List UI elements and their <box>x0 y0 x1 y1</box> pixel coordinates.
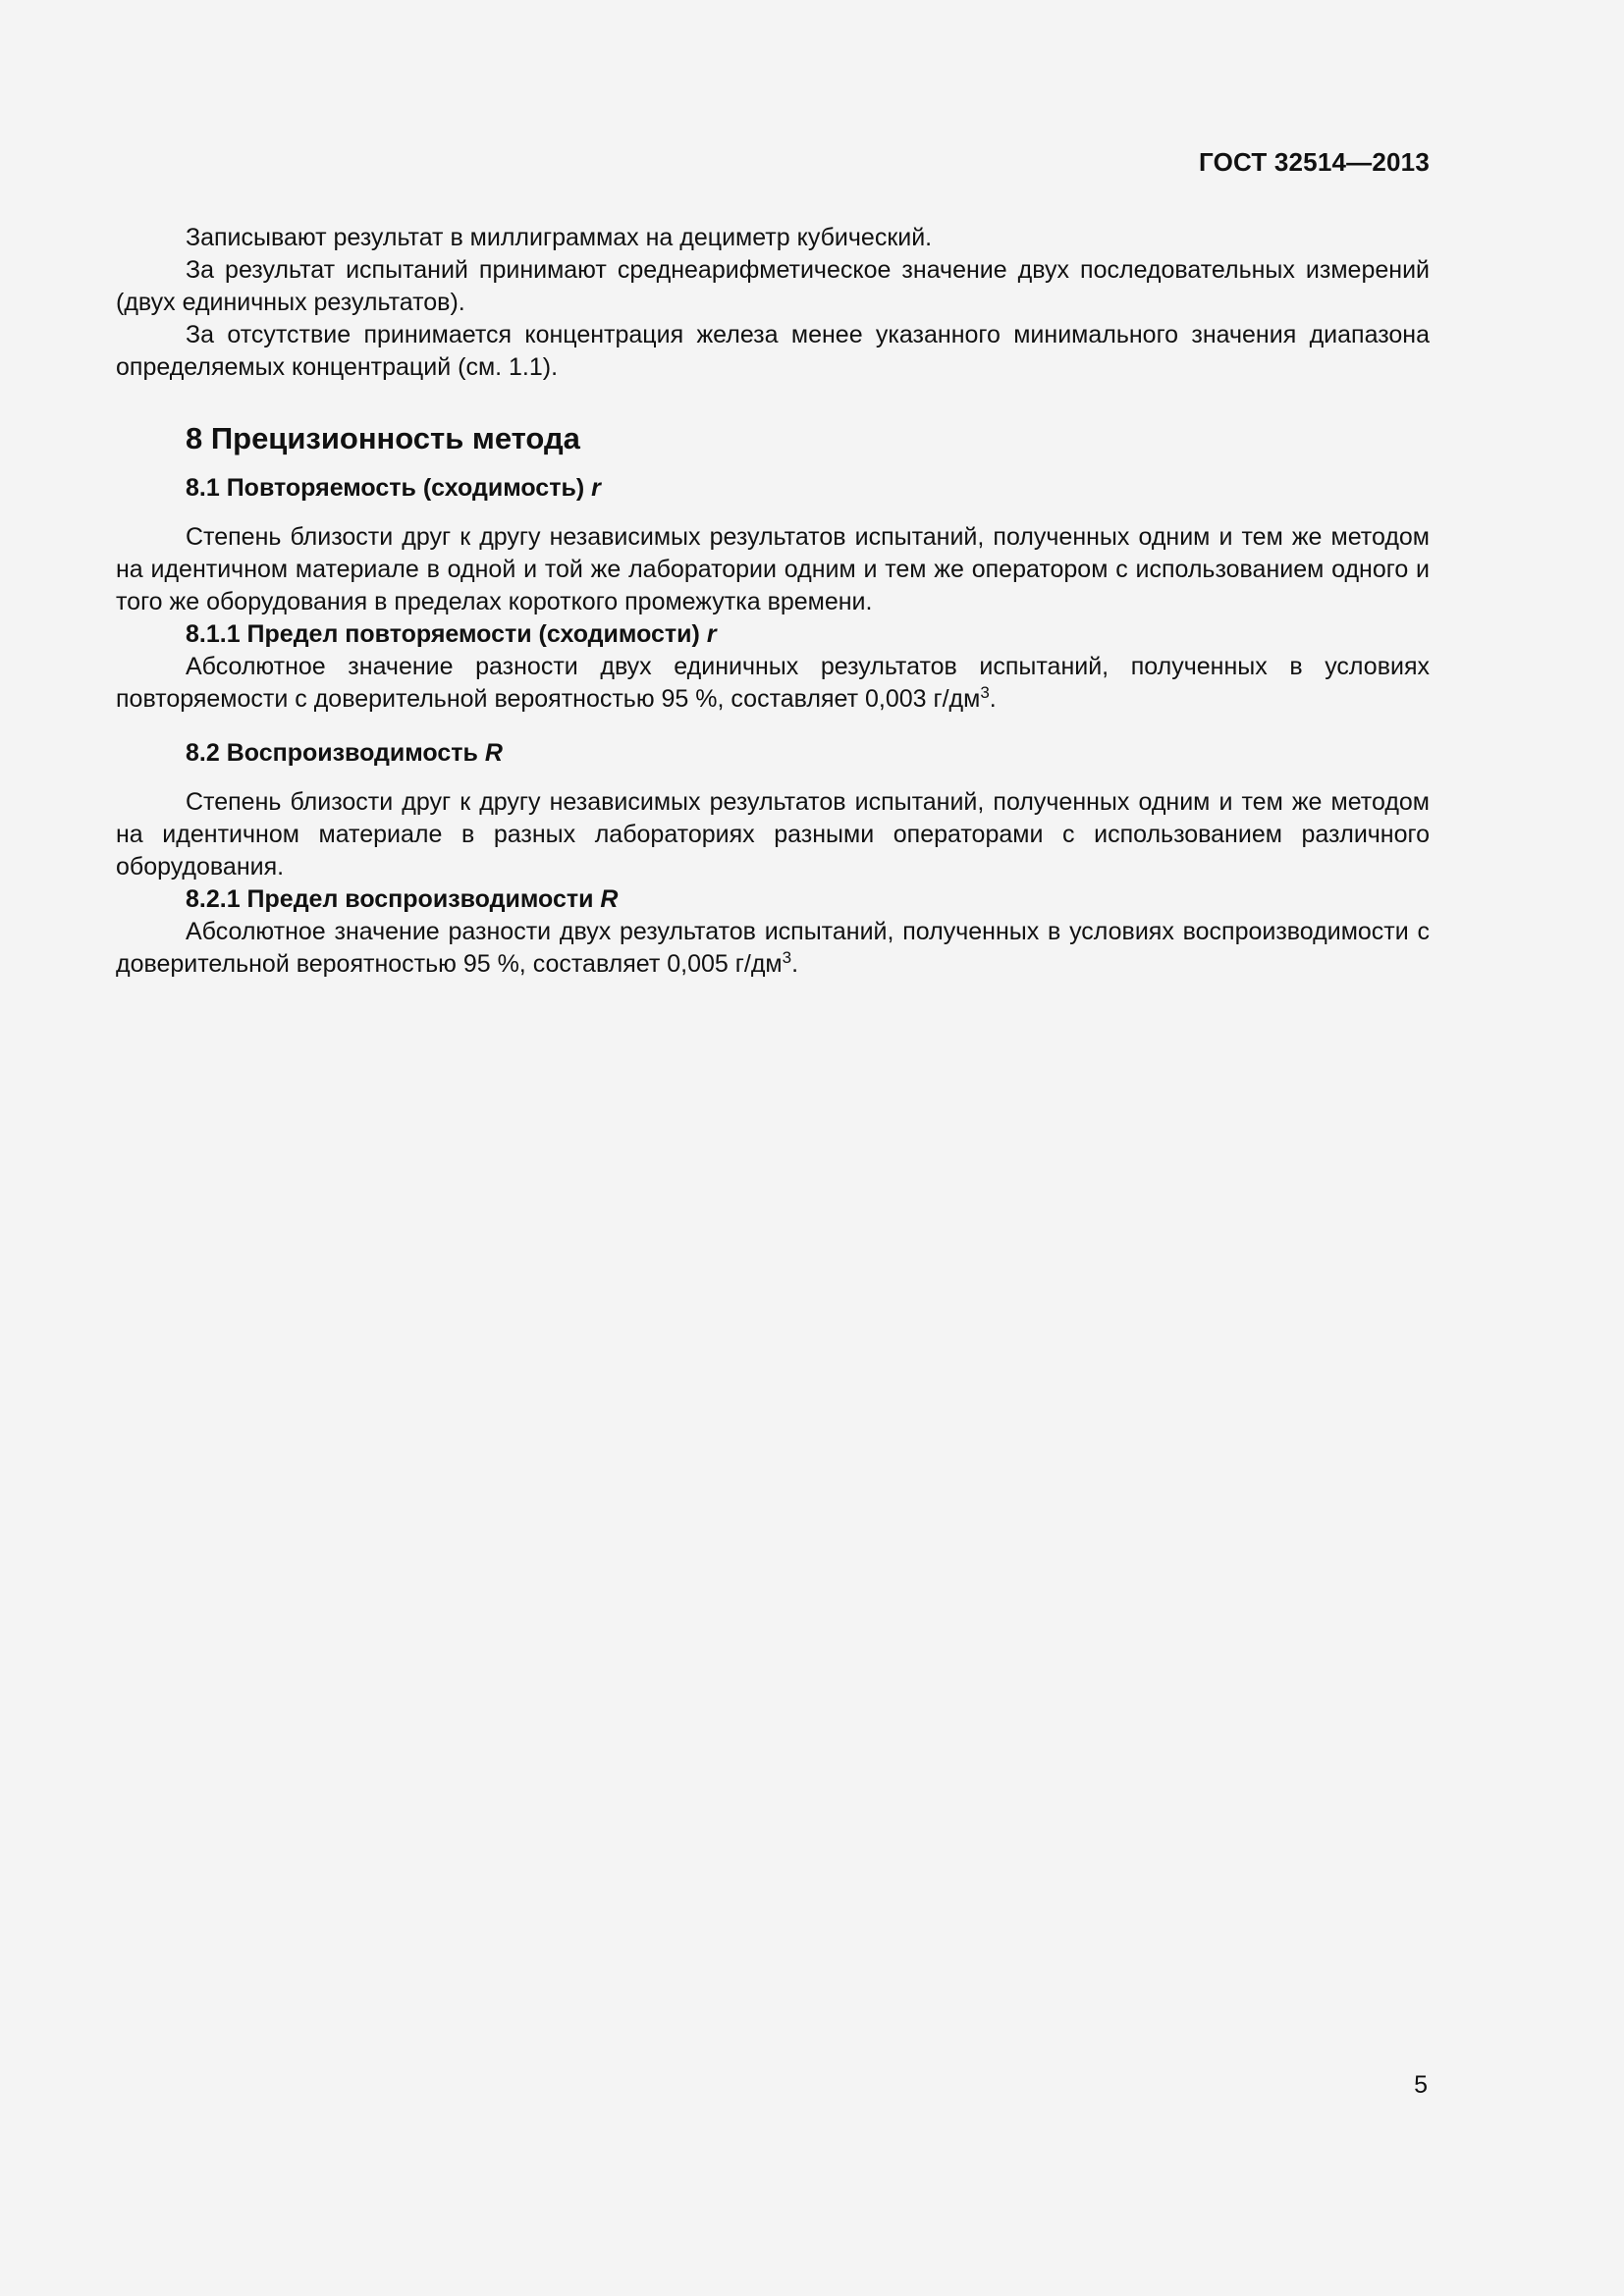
symbol-r: r <box>706 620 717 648</box>
symbol-r: r <box>591 474 601 502</box>
reproducibility-limit-text: Абсолютное значение разности двух результатов испытаний, полученных в условиях воспроизводимости с доверительной вероятностью 95 %, составляет 0,005 г/дм <box>116 918 1430 978</box>
subsection-8-1-1-title: 8.1.1 Предел повторяемости (сходимости) <box>186 620 707 648</box>
subsection-8-2-heading <box>116 737 1430 770</box>
subsection-8-1-title: 8.1 Повторяемость (сходимость) <box>186 474 592 502</box>
subsection-8-2-title: 8.2 Воспроизводимость <box>186 739 485 767</box>
superscript-cubed: 3 <box>782 948 792 967</box>
paragraph-result-average: За результат испытаний принимают среднеарифметическое значение двух последовательных измерений (двух единичных результатов). <box>116 256 1430 316</box>
paragraph-repeatability-definition: Степень близости друг к другу независимых результатов испытаний, полученных одним и тем же методом на идентичном материале в одной и той же лаборатории одним и тем же оператором с использованием одного и того же оборудования в пределах короткого промежутка времени. <box>116 523 1430 615</box>
repeatability-limit-text: Абсолютное значение разности двух единичных результатов испытаний, полученных в условиях повторяемости с доверительной вероятностью 95 %, составляет 0,003 г/дм <box>116 653 1430 713</box>
subsection-8-2-1-heading <box>116 883 1430 916</box>
paragraph-absence-criterion: За отсутствие принимается концентрация железа менее указанного минимального значения диапазона определяемых концентраций (см. 1.1). <box>116 321 1430 381</box>
page-number: 5 <box>1414 2071 1428 2099</box>
subsection-8-1-1-heading <box>116 618 1430 651</box>
paragraph-repeatability-limit <box>116 651 1430 716</box>
document-code: ГОСТ 32514—2013 <box>1199 147 1430 177</box>
paragraph-reproducibility-limit <box>116 916 1430 981</box>
document-body <box>116 222 1430 981</box>
paragraph-result-units: Записывают результат в миллиграммах на дециметр кубический. <box>186 224 933 251</box>
subsection-8-1-heading <box>116 472 1430 505</box>
section-8-heading: 8 Прецизионность метода <box>186 421 580 455</box>
symbol-R: R <box>600 885 619 913</box>
period: . <box>989 685 997 713</box>
symbol-R: R <box>484 739 503 767</box>
paragraph-reproducibility-definition: Степень близости друг к другу независимых результатов испытаний, полученных одним и тем же методом на идентичном материале в разных лабораториях разными операторами с использованием различного оборудования. <box>116 788 1430 881</box>
subsection-8-2-1-title: 8.2.1 Предел воспроизводимости <box>186 885 601 913</box>
period: . <box>791 950 799 978</box>
superscript-cubed: 3 <box>980 683 990 702</box>
